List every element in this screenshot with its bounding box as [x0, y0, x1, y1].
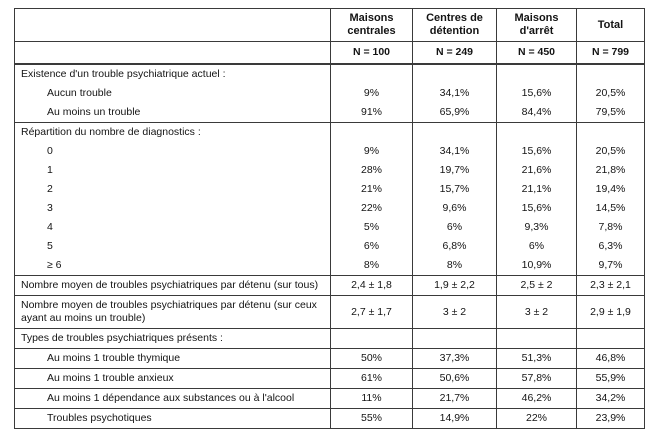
table-row: [15, 180, 645, 199]
value-cell: 6%: [497, 237, 577, 256]
value-cell: 5%: [331, 218, 413, 237]
n-header-cell: N = 100: [331, 42, 413, 65]
value-cell: 84,4%: [497, 103, 577, 123]
header-row-n: [15, 42, 645, 65]
value-cell: 9%: [331, 84, 413, 103]
value-cell: 21,8%: [577, 161, 645, 180]
section-row: [15, 123, 645, 143]
table-row: [15, 276, 645, 296]
row-label-cell: 2: [15, 180, 331, 199]
value-cell: 57,8%: [497, 369, 577, 389]
table-row: [15, 296, 645, 329]
value-cell: 3 ± 2: [413, 296, 497, 329]
value-cell: 9,3%: [497, 218, 577, 237]
row-label-cell: 4: [15, 218, 331, 237]
value-cell: [331, 123, 413, 143]
header-row-titles: [15, 9, 645, 42]
value-cell: [413, 64, 497, 84]
value-cell: 21%: [331, 180, 413, 199]
value-cell: 46,8%: [577, 349, 645, 369]
value-cell: [497, 123, 577, 143]
section-label-cell: Répartition du nombre de diagnostics :: [15, 123, 331, 143]
value-cell: 34,1%: [413, 84, 497, 103]
value-cell: 50%: [331, 349, 413, 369]
value-cell: 15,6%: [497, 199, 577, 218]
row-label-cell: 1: [15, 161, 331, 180]
value-cell: 21,1%: [497, 180, 577, 199]
value-cell: 55%: [331, 409, 413, 429]
value-cell: 9%: [331, 142, 413, 161]
value-cell: 51,3%: [497, 349, 577, 369]
corner-cell: [15, 42, 331, 65]
value-cell: 19,4%: [577, 180, 645, 199]
table-row: [15, 199, 645, 218]
value-cell: 55,9%: [577, 369, 645, 389]
column-header-cell: Maisons centrales: [331, 9, 413, 42]
table-row: [15, 84, 645, 103]
table-row: [15, 256, 645, 276]
section-label-cell: Existence d'un trouble psychiatrique actuel :: [15, 64, 331, 84]
table-row: [15, 218, 645, 237]
row-label-cell: 5: [15, 237, 331, 256]
row-label-cell: Nombre moyen de troubles psychiatriques par détenu (sur tous): [15, 276, 331, 296]
n-header-cell: N = 799: [577, 42, 645, 65]
value-cell: 21,6%: [497, 161, 577, 180]
value-cell: 20,5%: [577, 84, 645, 103]
value-cell: 37,3%: [413, 349, 497, 369]
table-row: [15, 369, 645, 389]
value-cell: 6%: [331, 237, 413, 256]
value-cell: 15,7%: [413, 180, 497, 199]
table-row: [15, 142, 645, 161]
n-header-cell: N = 450: [497, 42, 577, 65]
value-cell: [413, 123, 497, 143]
value-cell: [577, 329, 645, 349]
table-row: [15, 237, 645, 256]
n-header-cell: N = 249: [413, 42, 497, 65]
value-cell: 61%: [331, 369, 413, 389]
value-cell: 23,9%: [577, 409, 645, 429]
table-row: [15, 409, 645, 429]
value-cell: 79,5%: [577, 103, 645, 123]
row-label-cell: Au moins 1 trouble thymique: [15, 349, 331, 369]
value-cell: 2,5 ± 2: [497, 276, 577, 296]
value-cell: 21,7%: [413, 389, 497, 409]
value-cell: 14,5%: [577, 199, 645, 218]
column-header-cell: Maisons d'arrêt: [497, 9, 577, 42]
value-cell: 3 ± 2: [497, 296, 577, 329]
value-cell: 11%: [331, 389, 413, 409]
value-cell: 6,8%: [413, 237, 497, 256]
value-cell: 10,9%: [497, 256, 577, 276]
value-cell: [413, 329, 497, 349]
value-cell: 2,4 ± 1,8: [331, 276, 413, 296]
table-row: [15, 389, 645, 409]
value-cell: 8%: [413, 256, 497, 276]
value-cell: 2,7 ± 1,7: [331, 296, 413, 329]
value-cell: 14,9%: [413, 409, 497, 429]
value-cell: [577, 64, 645, 84]
row-label-cell: Aucun trouble: [15, 84, 331, 103]
value-cell: 9,7%: [577, 256, 645, 276]
value-cell: 22%: [497, 409, 577, 429]
value-cell: 15,6%: [497, 142, 577, 161]
value-cell: 6,3%: [577, 237, 645, 256]
value-cell: 65,9%: [413, 103, 497, 123]
value-cell: 7,8%: [577, 218, 645, 237]
column-header-cell: Total: [577, 9, 645, 42]
value-cell: 46,2%: [497, 389, 577, 409]
section-row: [15, 64, 645, 84]
value-cell: [497, 64, 577, 84]
value-cell: 9,6%: [413, 199, 497, 218]
value-cell: 8%: [331, 256, 413, 276]
corner-cell: [15, 9, 331, 42]
table-row: [15, 103, 645, 123]
value-cell: [577, 123, 645, 143]
value-cell: 2,9 ± 1,9: [577, 296, 645, 329]
table-row: [15, 349, 645, 369]
value-cell: 22%: [331, 199, 413, 218]
row-label-cell: Au moins 1 trouble anxieux: [15, 369, 331, 389]
value-cell: [331, 64, 413, 84]
value-cell: 19,7%: [413, 161, 497, 180]
table-row: [15, 161, 645, 180]
value-cell: 91%: [331, 103, 413, 123]
value-cell: [331, 329, 413, 349]
stats-table: [14, 8, 645, 429]
value-cell: 15,6%: [497, 84, 577, 103]
column-header-cell: Centres de détention: [413, 9, 497, 42]
value-cell: 6%: [413, 218, 497, 237]
row-label-cell: 0: [15, 142, 331, 161]
row-label-cell: Au moins 1 dépendance aux substances ou à l'alcool: [15, 389, 331, 409]
value-cell: [497, 329, 577, 349]
row-label-cell: Nombre moyen de troubles psychiatriques par détenu (sur ceux ayant au moins un trouble): [15, 296, 331, 329]
section-row: [15, 329, 645, 349]
value-cell: 1,9 ± 2,2: [413, 276, 497, 296]
value-cell: 28%: [331, 161, 413, 180]
value-cell: 2,3 ± 2,1: [577, 276, 645, 296]
section-label-cell: Types de troubles psychiatriques présents :: [15, 329, 331, 349]
row-label-cell: 3: [15, 199, 331, 218]
value-cell: 50,6%: [413, 369, 497, 389]
value-cell: 34,2%: [577, 389, 645, 409]
row-label-cell: Troubles psychotiques: [15, 409, 331, 429]
value-cell: 34,1%: [413, 142, 497, 161]
row-label-cell: ≥ 6: [15, 256, 331, 276]
row-label-cell: Au moins un trouble: [15, 103, 331, 123]
value-cell: 20,5%: [577, 142, 645, 161]
